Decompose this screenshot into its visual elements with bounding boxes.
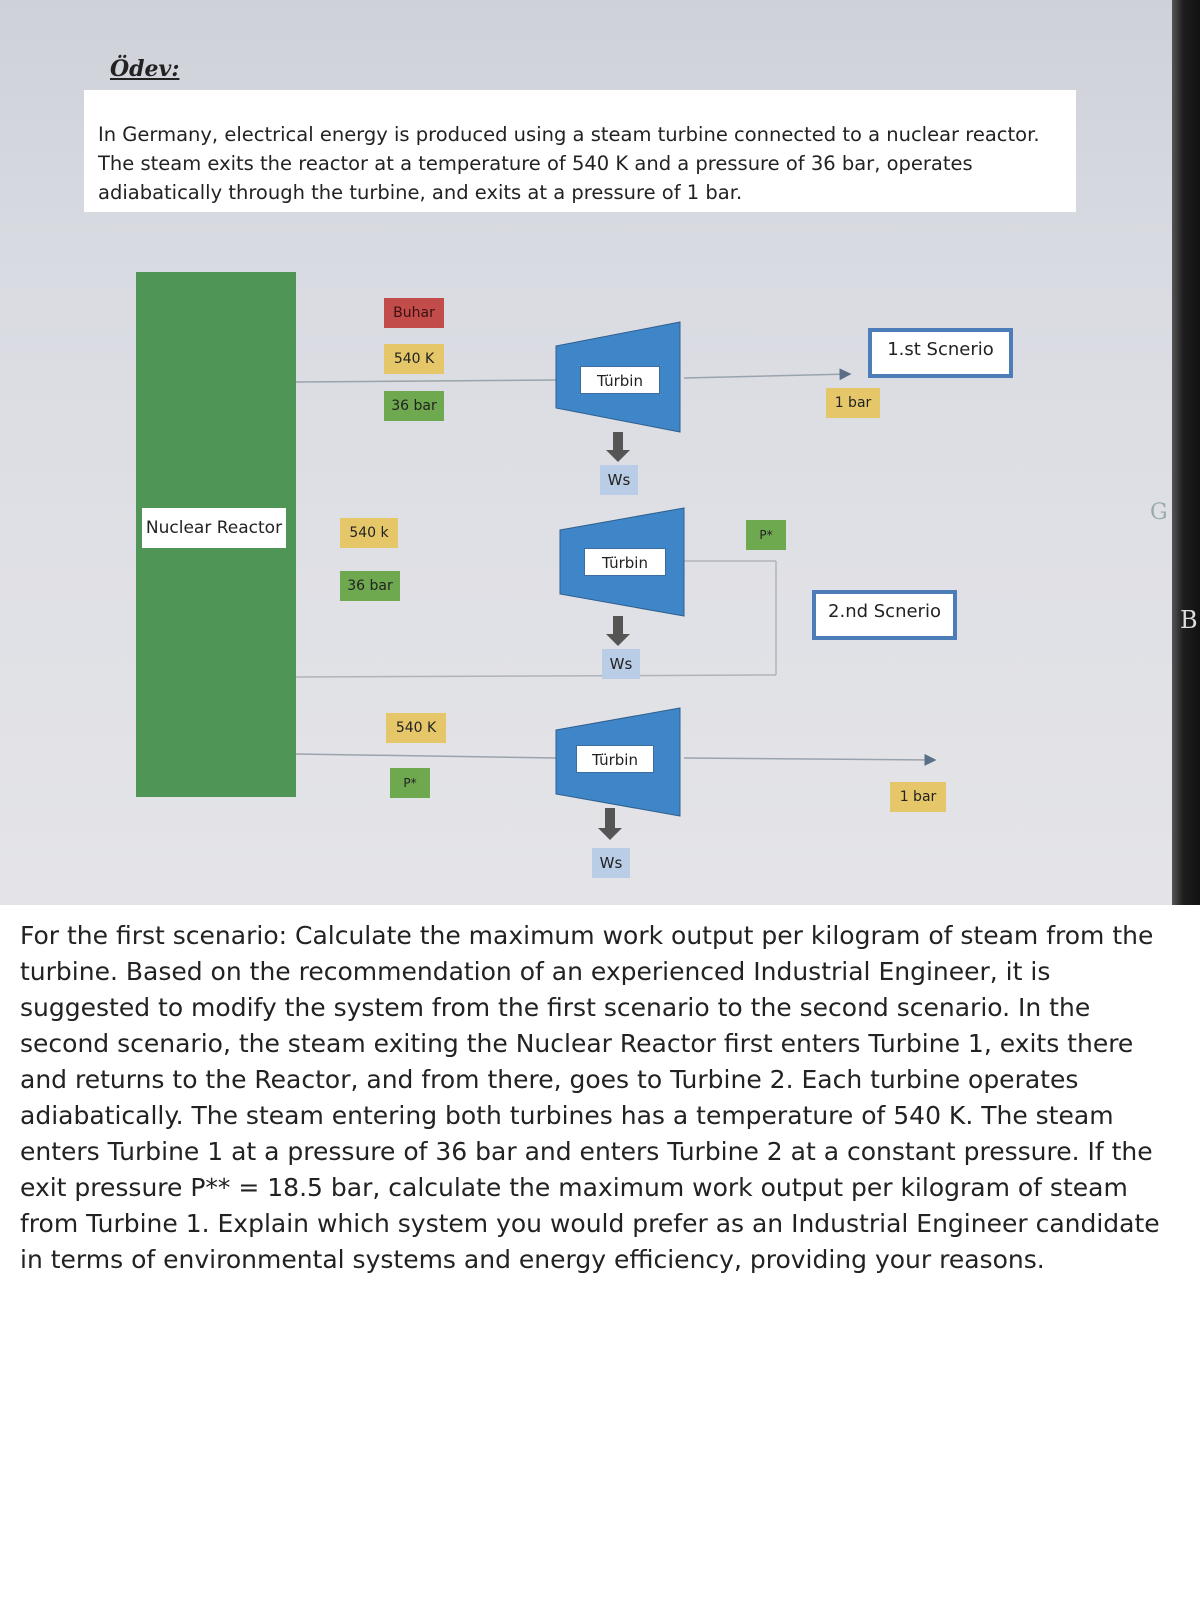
- row2-pressure-label: 36 bar: [340, 571, 400, 601]
- row1-temp-label: 540 K: [384, 344, 444, 374]
- work-1-label: Ws: [600, 465, 638, 495]
- scenario-1-badge: [868, 328, 1013, 378]
- edge-letter-g: G: [1150, 500, 1168, 525]
- flow-line-1-out: [684, 374, 850, 378]
- question-paragraph: For the first scenario: Calculate the maximum work output per kilogram of steam from the turbine. Based on the recommendation of an experienced Industrial Engineer, it is suggested to modify the system from the first scenario to the second scenario. In the second scenario, the steam exiting the Nuclear Reactor first enters Turbine 1, exits there and returns to the Reactor, and from there, goes to Turbine 2. Each turbine operates adiabatically. The steam entering both turbines has a temperature of 540 K. The steam enters Turbine 1 at a pressure of 36 bar and enters Turbine 2 at a constant pressure. If the exit pressure P** = 18.5 bar, calculate the maximum work output per kilogram of steam from Turbine 1. Explain which system you would prefer as an Industrial Engineer candidate in terms of environmental systems and energy efficiency, providing your reasons.: [20, 921, 1160, 1274]
- work-2-label: Ws: [602, 649, 640, 679]
- reactor-label: Nuclear Reactor: [142, 508, 286, 548]
- scenario-1-label: 1.st Scnerio: [872, 332, 1009, 374]
- work-arrow-3: [598, 808, 622, 840]
- edge-letter-b: B: [1180, 606, 1198, 634]
- flow-line-3-in: [296, 754, 556, 758]
- intermediate-pressure-label: P*: [746, 520, 786, 550]
- intro-paragraph: In Germany, electrical energy is produced using a steam turbine connected to a nuclear reactor. The steam exits the reactor at a temperature of 540 K and a pressure of 36 bar, operates adiabatically through the turbine, and exits at a pressure of 1 bar.: [84, 90, 1076, 212]
- flow-line-3-out: [684, 758, 935, 760]
- flow-line-2-back: [296, 675, 776, 677]
- row2-temp-label: 540 k: [340, 518, 398, 548]
- row3-exit-pressure: 1 bar: [890, 782, 946, 812]
- scenario-2-badge: [812, 590, 957, 640]
- row3-temp-label: 540 K: [386, 713, 446, 743]
- scenario-2-label: 2.nd Scnerio: [816, 594, 953, 636]
- turbine-1-label: Türbin: [580, 366, 660, 394]
- turbine-3-label: Türbin: [576, 745, 654, 773]
- row1-pressure-label: 36 bar: [384, 391, 444, 421]
- work-arrow-1: [606, 432, 630, 462]
- steam-label: Buhar: [384, 298, 444, 328]
- work-arrow-2: [606, 616, 630, 646]
- turbine-2-label: Türbin: [584, 548, 666, 576]
- page-heading: Ödev:: [110, 56, 180, 82]
- flow-line-1-in: [296, 380, 556, 382]
- row1-exit-pressure: 1 bar: [826, 388, 880, 418]
- work-3-label: Ws: [592, 848, 630, 878]
- row3-pressure-label: P*: [390, 768, 430, 798]
